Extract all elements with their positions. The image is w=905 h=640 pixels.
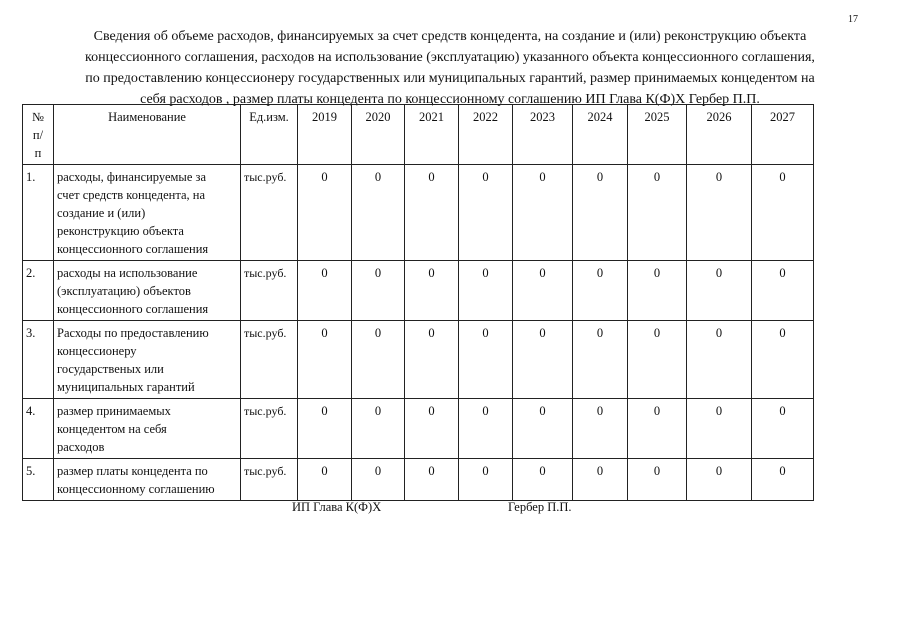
header-year: 2020 [352,105,405,165]
row-value: 0 [405,165,459,261]
row-unit: тыс.руб. [241,261,298,321]
header-year: 2027 [752,105,814,165]
row-value: 0 [405,459,459,501]
row-value: 0 [687,261,752,321]
row-name-line: (эксплуатацию) объектов [57,284,191,298]
table-row [23,321,814,399]
row-value: 0 [628,261,687,321]
header-unit: Ед.изм. [241,105,298,165]
row-number: 5. [23,459,54,501]
row-name-line: концессионеру [57,344,137,358]
row-name [54,261,241,321]
row-value: 0 [628,399,687,459]
row-value: 0 [352,399,405,459]
row-name [54,165,241,261]
row-name-line: счет средств концедента, на [57,188,205,202]
row-name [54,399,241,459]
page-number: 17 [848,14,858,25]
expenses-table [22,104,814,501]
row-name [54,321,241,399]
table-body [23,165,814,501]
row-name [54,459,241,501]
row-name-line: реконструкцию объекта [57,224,184,238]
row-value: 0 [513,261,573,321]
row-value: 0 [752,459,814,501]
header-number-line: № [32,110,44,124]
row-name-line: создание и (или) [57,206,146,220]
row-value: 0 [687,399,752,459]
row-value: 0 [513,459,573,501]
row-unit: тыс.руб. [241,459,298,501]
row-value: 0 [298,459,352,501]
row-name-line: концессионного соглашения [57,302,209,316]
signature-position: ИП Глава К(Ф)Х [292,500,382,514]
row-name-line: концессионному соглашению [57,482,215,496]
document-title [40,26,860,110]
header-name: Наименование [54,105,241,165]
row-value: 0 [298,261,352,321]
header-year: 2022 [459,105,513,165]
row-value: 0 [352,165,405,261]
table-row [23,165,814,261]
row-value: 0 [513,399,573,459]
row-value: 0 [573,321,628,399]
title-line: по предоставлению концессионеру государственных или муниципальных гарантий, размер принимаемых концедентом на [85,71,815,86]
row-name-line: размер принимаемых [57,404,171,418]
row-value: 0 [687,459,752,501]
table-header-row [23,105,814,165]
header-year: 2026 [687,105,752,165]
header-number-line: п [34,146,42,160]
row-value: 0 [573,459,628,501]
row-value: 0 [513,165,573,261]
row-value: 0 [459,261,513,321]
row-name-line: муниципальных гарантий [57,380,195,394]
row-name-line: расходов [57,440,105,454]
row-number: 1. [23,165,54,261]
row-value: 0 [513,321,573,399]
row-value: 0 [298,321,352,399]
row-number: 4. [23,399,54,459]
row-value: 0 [752,261,814,321]
row-value: 0 [628,459,687,501]
row-value: 0 [628,321,687,399]
row-value: 0 [352,321,405,399]
header-number [23,105,54,165]
row-value: 0 [405,261,459,321]
row-name-line: расходы на использование [57,266,198,280]
row-value: 0 [752,399,814,459]
row-number: 2. [23,261,54,321]
row-name-line: размер платы концедента по [57,464,208,478]
title-line: Сведения об объеме расходов, финансируемых за счет средств концедента, на создание и (или) реконструкцию объекта [93,29,807,44]
header-year: 2025 [628,105,687,165]
signature-name: Гербер П.П. [508,500,572,514]
row-value: 0 [459,459,513,501]
row-unit: тыс.руб. [241,165,298,261]
row-value: 0 [459,321,513,399]
row-value: 0 [405,399,459,459]
title-line: концессионного соглашения, расходов на использование (эксплуатацию) указанного объекта концессионного соглашения, [85,50,815,65]
table-row [23,399,814,459]
header-year: 2024 [573,105,628,165]
row-value: 0 [298,165,352,261]
row-value: 0 [687,321,752,399]
row-unit: тыс.руб. [241,321,298,399]
row-value: 0 [298,399,352,459]
row-name-line: Расходы по предоставлению [57,326,209,340]
row-name-line: расходы, финансируемые за [57,170,206,184]
row-value: 0 [459,399,513,459]
row-value: 0 [459,165,513,261]
row-value: 0 [573,165,628,261]
row-name-line: государственых или [57,362,164,376]
row-value: 0 [352,261,405,321]
table-row [23,261,814,321]
title-line: себя расходов , размер платы концедента по концессионному соглашению ИП Глава К(Ф)Х Гербер П.П. [140,92,760,107]
row-value: 0 [628,165,687,261]
header-year: 2019 [298,105,352,165]
header-year: 2023 [513,105,573,165]
row-unit: тыс.руб. [241,399,298,459]
row-number: 3. [23,321,54,399]
row-value: 0 [752,321,814,399]
row-name-line: концедентом на себя [57,422,167,436]
row-value: 0 [687,165,752,261]
row-value: 0 [573,399,628,459]
header-number-line: п/ [32,128,44,142]
table-row [23,459,814,501]
row-value: 0 [405,321,459,399]
row-value: 0 [573,261,628,321]
row-name-line: концессионного соглашения [57,242,209,256]
row-value: 0 [752,165,814,261]
row-value: 0 [352,459,405,501]
header-year: 2021 [405,105,459,165]
